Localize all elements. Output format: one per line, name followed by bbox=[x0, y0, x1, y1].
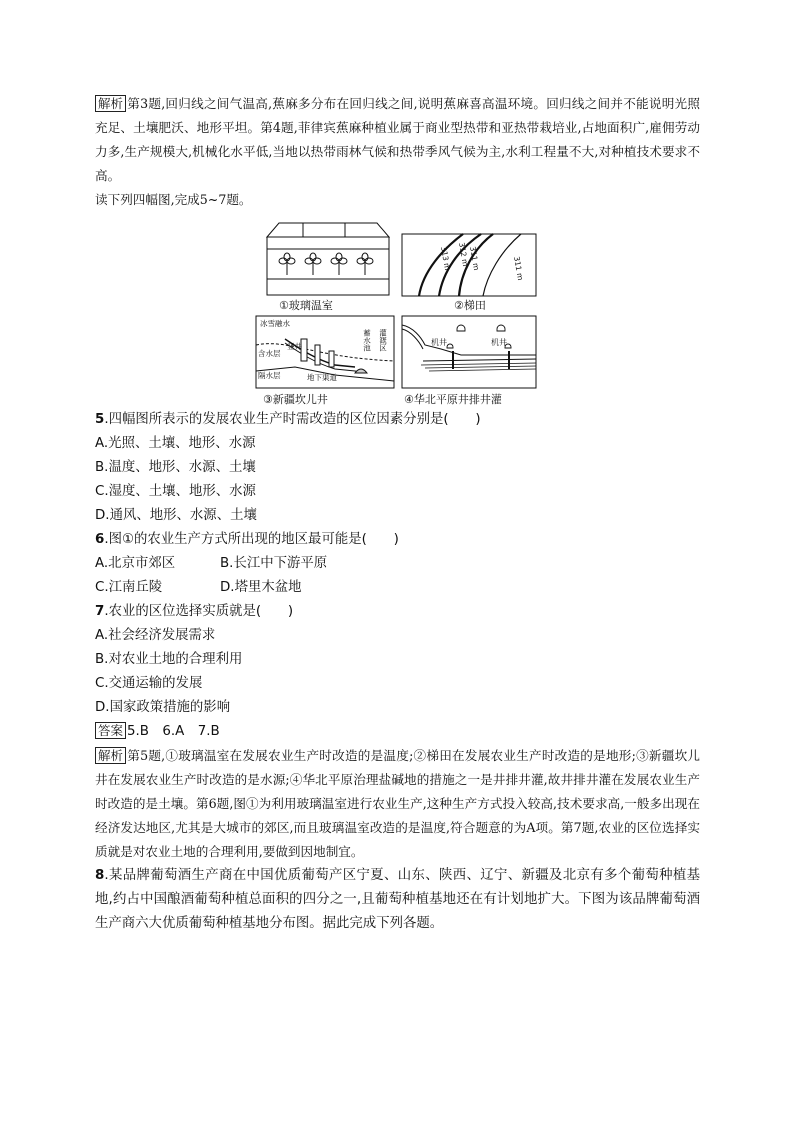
q5-number: 5 bbox=[95, 412, 105, 427]
q5-option-d: D.通风、地形、水源、土壤 bbox=[95, 508, 257, 523]
label-aquifer: 含水层 bbox=[258, 349, 281, 358]
analysis-tag-2: 解析 bbox=[95, 747, 126, 764]
q6-option-b: B.长江中下游平原 bbox=[220, 556, 328, 571]
label-well-1: 机井 bbox=[431, 338, 447, 347]
contour-312: 312 m bbox=[457, 241, 471, 267]
q6-stem: .图①的农业生产方式所出现的地区最可能是( ) bbox=[104, 532, 399, 547]
contour-311a: 311 m bbox=[468, 245, 482, 271]
q7-number: 7 bbox=[95, 604, 105, 619]
analysis-3-4 bbox=[95, 92, 700, 188]
q6-option-d: D.塔里木盆地 bbox=[220, 580, 302, 595]
q8-stem: .某品牌葡萄酒生产商在中国优质葡萄产区宁夏、山东、陕西、辽宁、新疆及北京有多个葡萄种植基地,约占中国酿酒葡萄种植总面积的四分之一,且葡萄种植基地还在有计划地扩大。下图为该品牌葡萄酒生产商六大优质葡萄种植基地分布图。据此完成下列各题。 bbox=[95, 868, 700, 931]
analysis-tag: 解析 bbox=[95, 95, 126, 112]
label-channel: 地下渠道 bbox=[307, 373, 337, 382]
q6-option-a: A.北京市郊区 bbox=[95, 556, 176, 571]
answer-text: 5.B 6.A 7.B bbox=[127, 724, 220, 739]
q7-option-a: A.社会经济发展需求 bbox=[95, 628, 216, 643]
karez-diagram bbox=[255, 315, 395, 389]
question-5 bbox=[95, 408, 700, 432]
q6-number: 6 bbox=[95, 532, 105, 547]
q6-options-row-1 bbox=[95, 552, 700, 576]
q5-stem: .四幅图所表示的发展农业生产时需改造的区位因素分别是( ) bbox=[104, 412, 481, 427]
question-6 bbox=[95, 528, 700, 552]
analysis-text-2: 第5题,①玻璃温室在发展农业生产时改造的是温度;②梯田在发展农业生产时改造的是地形;③新疆坎儿井在发展农业生产时改造的是水源;④华北平原治理盐碱地的措施之一是井排井灌,故井排井灌在发展农业生产时改造的是土壤。第6题,图①为利用玻璃温室进行农业生产,这种生产方式投入较高,技术要求高,一般多出现在经济发达地区,尤其是大城市的郊区,而且玻璃温室改造的是温度,符合题意的为A项。第7题,农业的区位选择实质就是对农业土地的合理利用,要做到因地制宜。 bbox=[95, 748, 700, 859]
q5-option-a: A.光照、土壤、地形、水源 bbox=[95, 436, 256, 451]
question-8 bbox=[95, 864, 700, 936]
analysis-5-7 bbox=[95, 744, 700, 864]
answer-line bbox=[95, 720, 700, 744]
fig2-caption: ②梯田 bbox=[454, 299, 486, 312]
contour-313: 313 m bbox=[439, 245, 453, 271]
label-well-2: 机井 bbox=[491, 338, 507, 347]
q5-option-b: B.温度、地形、水源、土壤 bbox=[95, 460, 256, 475]
figure-group bbox=[249, 221, 549, 409]
q7-option-c: C.交通运输的发展 bbox=[95, 676, 203, 691]
q7-option-d: D.国家政策措施的影响 bbox=[95, 700, 231, 715]
question-7 bbox=[95, 600, 700, 624]
greenhouse-diagram bbox=[265, 221, 391, 297]
label-irrigation: 灌溉区 bbox=[378, 329, 388, 352]
fig3-caption: ③新疆坎儿井 bbox=[263, 393, 328, 406]
q6-options-row-2 bbox=[95, 576, 700, 600]
q7-option-b: B.对农业土地的合理利用 bbox=[95, 652, 243, 667]
q6-option-c: C.江南丘陵 bbox=[95, 580, 163, 595]
questions-block bbox=[95, 408, 700, 936]
analysis-text: 第3题,回归线之间气温高,蕉麻多分布在回归线之间,说明蕉麻喜高温环境。回归线之间并不能说明光照充足、土壤肥沃、地形平坦。第4题,菲律宾蕉麻种植业属于商业型热带和亚热带栽培业,占地面积广,雇佣劳动力多,生产规模大,机械化水平低,当地以热带雨林气候和热带季风气候为主,水利工程量不大,对种植技术要求不高。 bbox=[95, 96, 700, 183]
label-impermeable: 隔水层 bbox=[258, 371, 281, 380]
fig4-caption: ④华北平原井排井灌 bbox=[404, 393, 502, 406]
label-snowmelt: 冰雪融水 bbox=[260, 319, 290, 328]
page-content bbox=[95, 92, 700, 212]
label-reservoir: 蓄水池 bbox=[362, 329, 372, 352]
well-irrigation-diagram bbox=[401, 315, 537, 389]
terrace-contour-map bbox=[401, 233, 537, 297]
intro-text: 读下列四幅图,完成5~7题。 bbox=[95, 192, 252, 207]
contour-311b: 311 m bbox=[512, 255, 526, 281]
q7-stem: .农业的区位选择实质就是( ) bbox=[104, 604, 294, 619]
answer-tag: 答案 bbox=[95, 722, 126, 739]
fig1-caption: ①玻璃温室 bbox=[279, 299, 333, 312]
label-vertical-well: 竖井 bbox=[287, 342, 302, 351]
q8-number: 8 bbox=[95, 868, 105, 883]
q5-option-c: C.湿度、土壤、地形、水源 bbox=[95, 484, 256, 499]
